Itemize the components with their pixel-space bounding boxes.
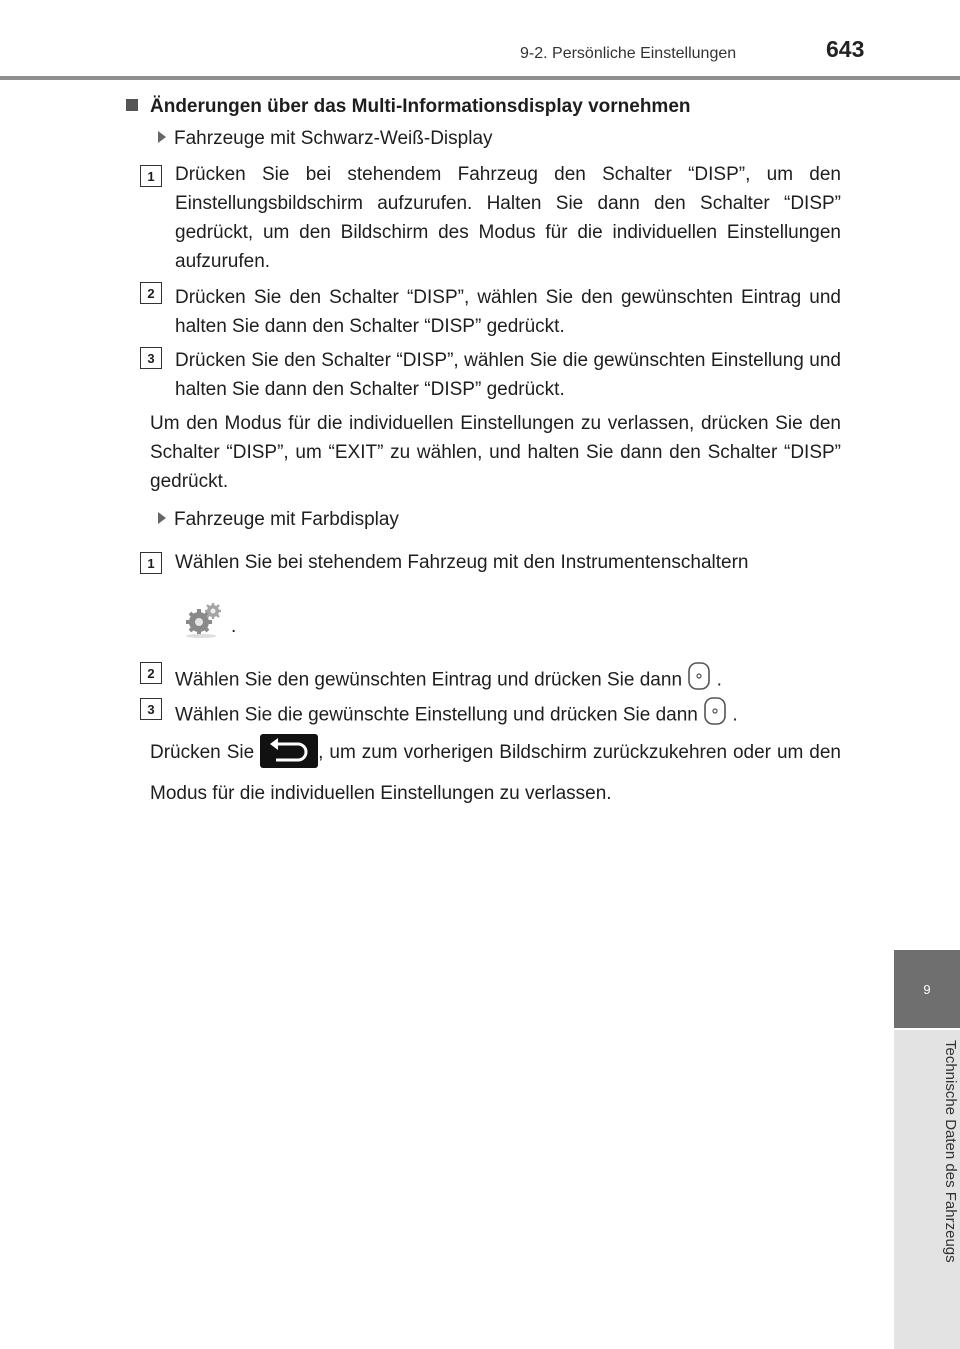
page-number: 643	[826, 36, 865, 62]
step-text-color-1: Wählen Sie bei stehendem Fahrzeug mit den Instrumentenschaltern	[175, 552, 749, 573]
step-number-color-1: 1	[140, 552, 162, 574]
step-number-color-2: 2	[140, 662, 162, 684]
step-text-color-2: Wählen Sie den gewünschten Eintrag und drücken Sie dann .	[175, 662, 841, 699]
subheading-color: Fahrzeuge mit Farbdisplay	[158, 505, 758, 534]
step-text-2: Drücken Sie den Schalter “DISP”, wählen Sie den gewünschten Eintrag und halten Sie dann den Schalter “DISP” gedrückt.	[175, 287, 841, 337]
step-text-1: Drücken Sie bei stehendem Fahrzeug den Schalter “DISP”, um den Einstellungsbildschirm aufzurufen. Halten Sie dann den Schalter “DISP” gedrückt, um den Bildschirm des Modus für die individuellen Einstellungen aufzurufen.	[175, 164, 841, 272]
subheading-mono: Fahrzeuge mit Schwarz-Weiß-Display	[158, 124, 758, 153]
step-text-color-3: Wählen Sie die gewünschte Einstellung und drücken Sie dann .	[175, 697, 841, 734]
triangle-bullet-icon	[158, 131, 166, 143]
mono-note: Um den Modus für die individuellen Einstellungen zu verlassen, drücken Sie den Schalter “DISP”, um “EXIT” zu wählen, und halten Sie dann den Schalter “DISP” gedrückt.	[150, 413, 841, 492]
section-heading-text: Änderungen über das Multi-Informationsdisplay vornehmen	[150, 96, 691, 117]
chapter-tab: 9	[894, 950, 960, 1028]
color-note: Drücken Sie , um zum vorherigen Bildschirm zurückzukehren oder um den Modus für die individuellen Einstellungen zu verlassen.	[150, 734, 841, 809]
step-text-3: Drücken Sie den Schalter “DISP”, wählen Sie die gewünschten Einstellung und halten Sie dann den Schalter “DISP” gedrückt.	[175, 350, 841, 400]
square-bullet-icon	[126, 99, 138, 111]
chapter-title: Technische Daten des Fahrzeugs	[942, 1040, 959, 1263]
section-heading	[126, 92, 846, 121]
step-number-2: 2	[140, 282, 162, 304]
triangle-bullet-icon	[158, 512, 166, 524]
settings-gear-icon	[184, 600, 224, 638]
step-number-3: 3	[140, 347, 162, 369]
header-rule	[0, 76, 960, 80]
ok-button-icon	[687, 662, 711, 699]
running-header: 9-2. Persönliche Einstellungen	[520, 45, 737, 62]
step-tail-color-1: .	[231, 616, 237, 637]
step-number-color-3: 3	[140, 698, 162, 720]
back-button-icon	[260, 734, 318, 778]
ok-button-icon	[703, 697, 727, 734]
step-number-1: 1	[140, 165, 162, 187]
